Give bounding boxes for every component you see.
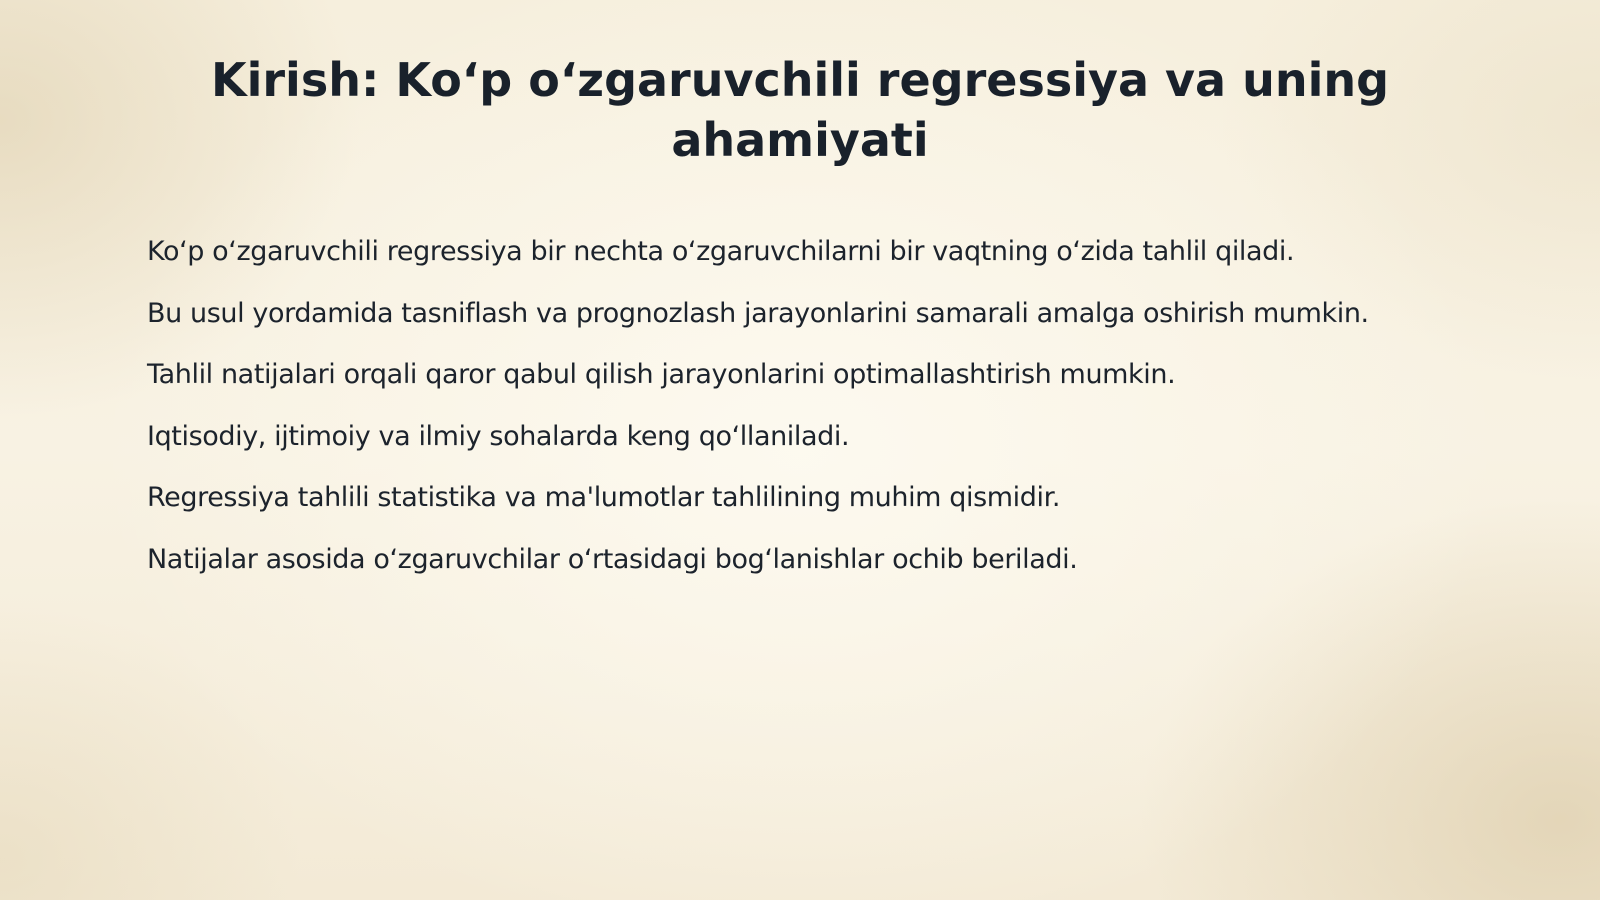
bullet-item: Natijalar asosida o‘zgaruvchilar o‘rtasidagi bog‘lanishlar ochib beriladi. (147, 543, 1078, 575)
bullet-item: Bu usul yordamida tasniflash va prognozlash jarayonlarini samarali amalga oshirish mumkin. (147, 297, 1369, 329)
bullet-item: Iqtisodiy, ijtimoiy va ilmiy sohalarda keng qo‘llaniladi. (147, 420, 850, 452)
bullet-item: Regressiya tahlili statistika va ma'lumotlar tahlilining muhim qismidir. (147, 482, 1061, 513)
bullet-list (147, 232, 1567, 601)
bullet-item: Ko‘p o‘zgaruvchili regressiya bir nechta o‘zgaruvchilarni bir vaqtning o‘zida tahlil qiladi. (147, 236, 1295, 267)
slide-title: Kirish: Ko‘p o‘zgaruvchili regressiya va uning ahamiyati (210, 53, 1390, 167)
bullet-item: Tahlil natijalari orqali qaror qabul qilish jarayonlarini optimallashtirish mumkin. (147, 359, 1176, 390)
